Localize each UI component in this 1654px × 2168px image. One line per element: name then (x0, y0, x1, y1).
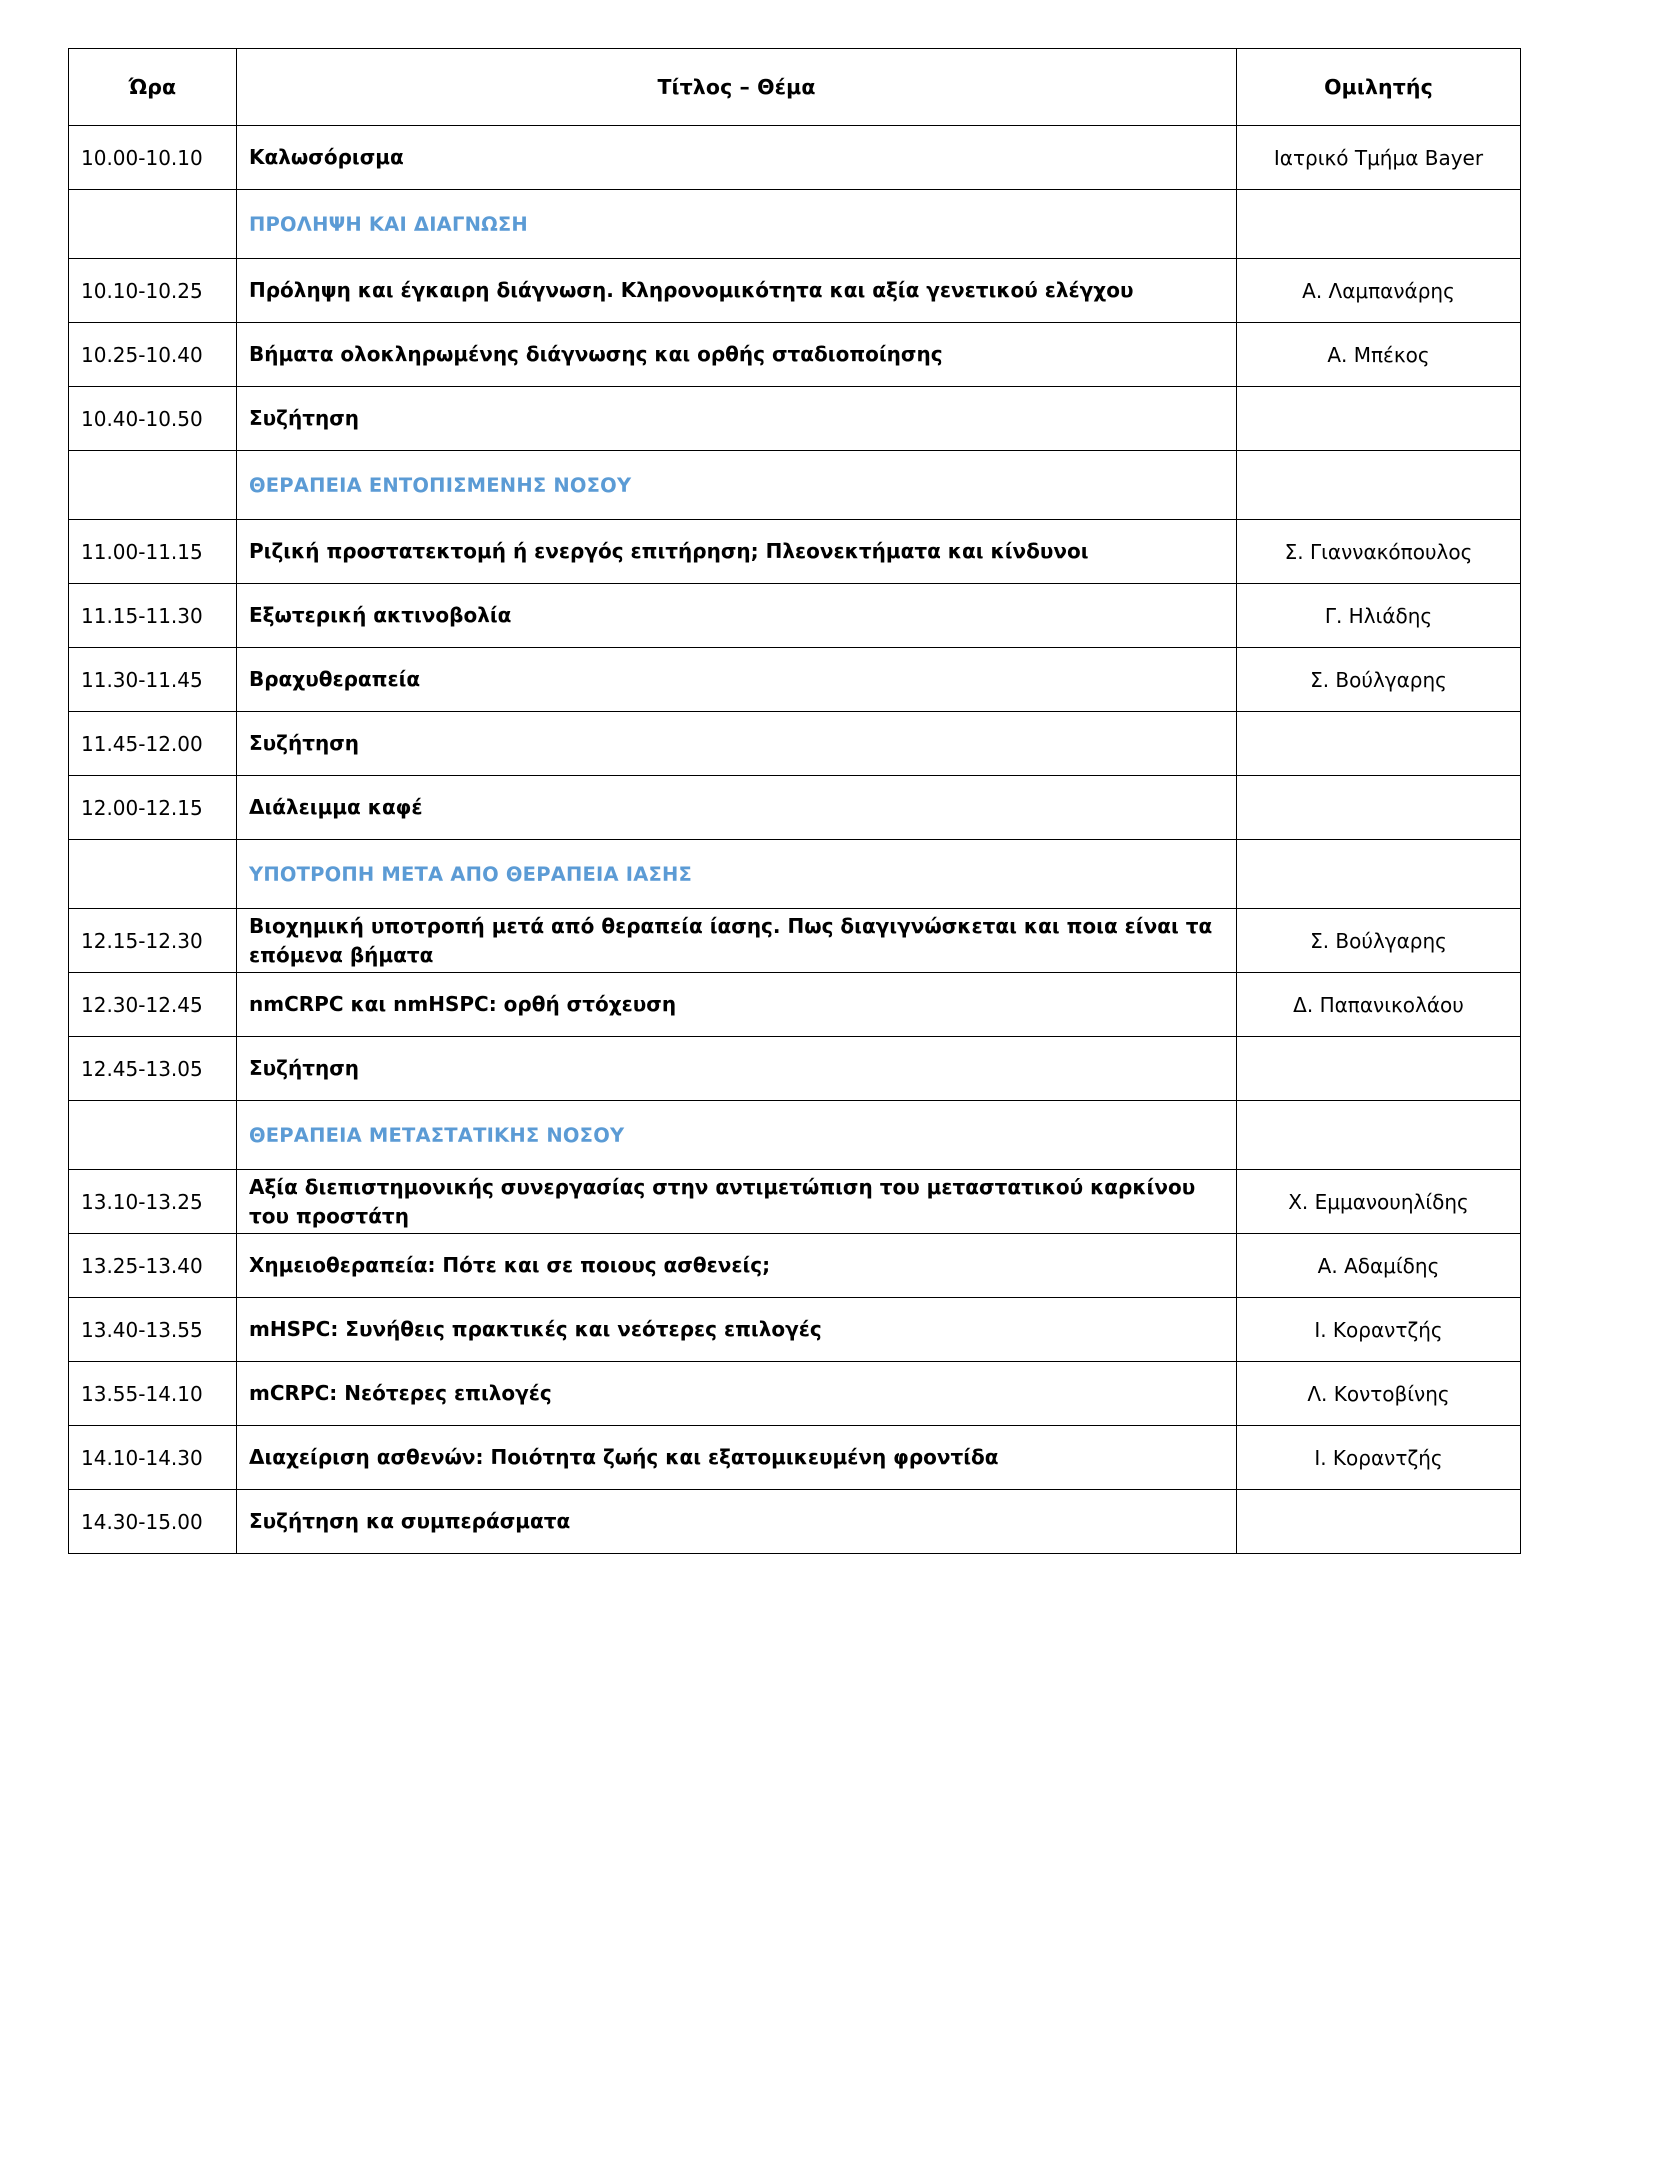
cell-speaker (1237, 451, 1521, 520)
cell-section-title: ΠΡΟΛΗΨΗ ΚΑΙ ΔΙΑΓΝΩΣΗ (237, 190, 1237, 259)
table-row (69, 323, 1521, 387)
cell-title: Διαχείριση ασθενών: Ποιότητα ζωής και εξατομικευμένη φροντίδα (237, 1426, 1237, 1490)
table-row (69, 259, 1521, 323)
cell-title: Βραχυθεραπεία (237, 648, 1237, 712)
cell-speaker: Σ. Βούλγαρης (1237, 909, 1521, 973)
cell-speaker: Δ. Παπανικολάου (1237, 973, 1521, 1037)
table-header-row (69, 49, 1521, 126)
cell-time: 10.10-10.25 (69, 259, 237, 323)
cell-time: 11.30-11.45 (69, 648, 237, 712)
table-row (69, 1426, 1521, 1490)
agenda-table (68, 48, 1521, 1554)
cell-time (69, 451, 237, 520)
cell-speaker (1237, 1101, 1521, 1170)
cell-time: 11.15-11.30 (69, 584, 237, 648)
cell-speaker (1237, 387, 1521, 451)
cell-speaker: Ι. Κοραντζής (1237, 1426, 1521, 1490)
column-header-speaker: Ομιλητής (1237, 49, 1521, 126)
cell-time: 14.10-14.30 (69, 1426, 237, 1490)
cell-title: Διάλειμμα καφέ (237, 776, 1237, 840)
section-header-row (69, 451, 1521, 520)
table-row (69, 973, 1521, 1037)
cell-title: Συζήτηση κα συμπεράσματα (237, 1490, 1237, 1554)
cell-speaker: Γ. Ηλιάδης (1237, 584, 1521, 648)
cell-title: Πρόληψη και έγκαιρη διάγνωση. Κληρονομικότητα και αξία γενετικού ελέγχου (237, 259, 1237, 323)
cell-speaker (1237, 712, 1521, 776)
cell-time (69, 840, 237, 909)
cell-section-title: ΘΕΡΑΠΕΙΑ ΜΕΤΑΣΤΑΤΙΚΗΣ ΝΟΣΟΥ (237, 1101, 1237, 1170)
cell-time: 10.00-10.10 (69, 126, 237, 190)
cell-title: Συζήτηση (237, 712, 1237, 776)
cell-title: mHSPC: Συνήθεις πρακτικές και νεότερες επιλογές (237, 1298, 1237, 1362)
table-row (69, 1037, 1521, 1101)
cell-time: 12.45-13.05 (69, 1037, 237, 1101)
table-row (69, 584, 1521, 648)
column-header-time: Ώρα (69, 49, 237, 126)
cell-title: Αξία διεπιστημονικής συνεργασίας στην αντιμετώπιση του μεταστατικού καρκίνου του προστάτη (237, 1170, 1237, 1234)
cell-time: 14.30-15.00 (69, 1490, 237, 1554)
cell-speaker: Α. Μπέκος (1237, 323, 1521, 387)
cell-title: mCRPC: Νεότερες επιλογές (237, 1362, 1237, 1426)
cell-speaker: Α. Λαμπανάρης (1237, 259, 1521, 323)
cell-speaker (1237, 190, 1521, 259)
table-row (69, 1490, 1521, 1554)
cell-section-title: ΘΕΡΑΠΕΙΑ ΕΝΤΟΠΙΣΜΕΝΗΣ ΝΟΣΟΥ (237, 451, 1237, 520)
cell-speaker: Σ. Βούλγαρης (1237, 648, 1521, 712)
cell-speaker: Χ. Εμμανουηλίδης (1237, 1170, 1521, 1234)
cell-time: 10.25-10.40 (69, 323, 237, 387)
cell-title: nmCRPC και nmHSPC: ορθή στόχευση (237, 973, 1237, 1037)
cell-speaker (1237, 1037, 1521, 1101)
cell-speaker (1237, 840, 1521, 909)
cell-title: Εξωτερική ακτινοβολία (237, 584, 1237, 648)
table-row (69, 776, 1521, 840)
cell-time: 12.15-12.30 (69, 909, 237, 973)
cell-section-title: ΥΠΟΤΡΟΠΗ ΜΕΤΑ ΑΠΟ ΘΕΡΑΠΕΙΑ ΙΑΣΗΣ (237, 840, 1237, 909)
cell-speaker: Α. Αδαμίδης (1237, 1234, 1521, 1298)
cell-speaker (1237, 776, 1521, 840)
table-row (69, 520, 1521, 584)
table-row (69, 648, 1521, 712)
cell-title: Βιοχημική υποτροπή μετά από θεραπεία ίασης. Πως διαγιγνώσκεται και ποια είναι τα επόμενα βήματα (237, 909, 1237, 973)
cell-speaker: Ι. Κοραντζής (1237, 1298, 1521, 1362)
table-row (69, 1170, 1521, 1234)
cell-time (69, 1101, 237, 1170)
cell-time: 13.55-14.10 (69, 1362, 237, 1426)
table-row (69, 909, 1521, 973)
cell-title: Χημειοθεραπεία: Πότε και σε ποιους ασθενείς; (237, 1234, 1237, 1298)
cell-speaker: Λ. Κοντοβίνης (1237, 1362, 1521, 1426)
cell-title: Ριζική προστατεκτομή ή ενεργός επιτήρηση; Πλεονεκτήματα και κίνδυνοι (237, 520, 1237, 584)
cell-title: Συζήτηση (237, 1037, 1237, 1101)
cell-time: 10.40-10.50 (69, 387, 237, 451)
section-header-row (69, 190, 1521, 259)
cell-speaker (1237, 1490, 1521, 1554)
table-row (69, 387, 1521, 451)
cell-time: 12.30-12.45 (69, 973, 237, 1037)
table-row (69, 712, 1521, 776)
table-row (69, 1234, 1521, 1298)
table-row (69, 1298, 1521, 1362)
cell-time: 13.40-13.55 (69, 1298, 237, 1362)
table-body (69, 126, 1521, 1554)
cell-title: Βήματα ολοκληρωμένης διάγνωσης και ορθής σταδιοποίησης (237, 323, 1237, 387)
cell-time: 13.25-13.40 (69, 1234, 237, 1298)
cell-time: 11.00-11.15 (69, 520, 237, 584)
table-row (69, 126, 1521, 190)
cell-title: Συζήτηση (237, 387, 1237, 451)
cell-time (69, 190, 237, 259)
cell-speaker: Ιατρικό Τμήμα Bayer (1237, 126, 1521, 190)
table-row (69, 1362, 1521, 1426)
section-header-row (69, 1101, 1521, 1170)
section-header-row (69, 840, 1521, 909)
cell-title: Καλωσόρισμα (237, 126, 1237, 190)
cell-time: 11.45-12.00 (69, 712, 237, 776)
cell-time: 12.00-12.15 (69, 776, 237, 840)
cell-speaker: Σ. Γιαννακόπουλος (1237, 520, 1521, 584)
table-header (69, 49, 1521, 126)
cell-time: 13.10-13.25 (69, 1170, 237, 1234)
column-header-title: Τίτλος – Θέμα (237, 49, 1237, 126)
